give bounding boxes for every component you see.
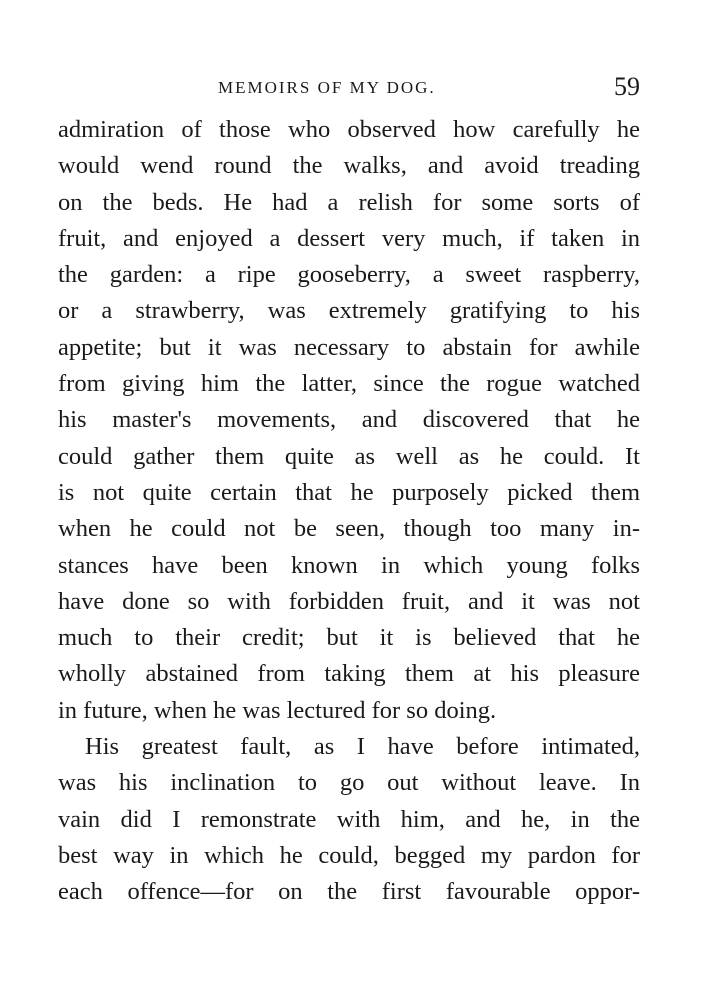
text-line: was his inclination to go out without leave. In — [58, 769, 640, 797]
running-title: MEMOIRS OF MY DOG. — [218, 78, 436, 97]
text-line: wholly abstained from taking them at his pleasure — [58, 660, 640, 688]
text-line: appetite; but it was necessary to abstain for awhile — [58, 333, 640, 361]
text-line: have done so with forbidden fruit, and it was not — [58, 587, 640, 615]
text-line: when he could not be seen, though too many in- — [58, 515, 640, 543]
text-line: vain did I remonstrate with him, and he, in the — [58, 805, 640, 833]
text-line: stances have been known in which young folks — [58, 551, 640, 579]
text-line: the garden: a ripe gooseberry, a sweet raspberry, — [58, 261, 640, 289]
text-line: admiration of those who observed how carefully he — [58, 116, 640, 143]
text-line: best way in which he could, begged my pardon for — [58, 841, 640, 869]
paragraph-start-line: His greatest fault, as I have before intimated, — [85, 733, 640, 761]
text-line: is not quite certain that he purposely picked them — [58, 478, 640, 506]
text-line: or a strawberry, was extremely gratifying to his — [58, 297, 640, 325]
text-line: each offence—for on the first favourable oppor- — [58, 878, 640, 906]
text-line: much to their credit; but it is believed that he — [58, 624, 640, 652]
text-line: his master's movements, and discovered that he — [58, 406, 640, 434]
text-line: fruit, and enjoyed a dessert very much, if taken in — [58, 224, 640, 252]
text-line: would wend round the walks, and avoid treading — [58, 152, 640, 180]
paragraph-end-line: in future, when he was lectured for so doing. — [58, 696, 497, 724]
page-body — [58, 112, 640, 911]
text-line: on the beds. He had a relish for some sorts of — [58, 188, 640, 216]
page-header — [58, 72, 640, 104]
page-number: 59 — [614, 72, 640, 101]
text-line: from giving him the latter, since the rogue watched — [58, 370, 640, 398]
text-line: could gather them quite as well as he could. It — [58, 442, 640, 470]
